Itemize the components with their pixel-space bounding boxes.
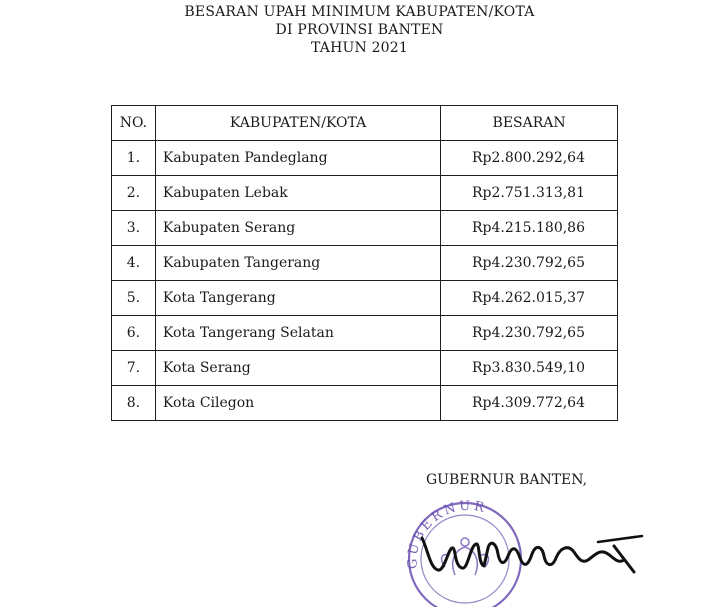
header-year: TAHUN 2021 — [310, 40, 409, 56]
row-number: 5. — [112, 281, 156, 316]
table-row — [112, 211, 618, 246]
column-header-no: NO. — [112, 106, 156, 141]
wage-amount: Rp4.230.792,65 — [441, 246, 618, 281]
region-name: Kabupaten Serang — [155, 211, 440, 246]
table-row — [112, 386, 618, 421]
table-row — [112, 281, 618, 316]
minimum-wage-table — [111, 105, 618, 421]
governor-title: GUBERNUR BANTEN, — [426, 472, 588, 488]
seal-text: GUBERNUR — [405, 498, 489, 570]
region-name: Kabupaten Lebak — [155, 176, 440, 211]
table-row — [112, 246, 618, 281]
wage-amount: Rp4.230.792,65 — [441, 316, 618, 351]
header-province: DI PROVINSI BANTEN — [275, 22, 444, 38]
wage-amount: Rp3.830.549,10 — [441, 351, 618, 386]
row-number: 3. — [112, 211, 156, 246]
table-row — [112, 316, 618, 351]
header-title: BESARAN UPAH MINIMUM KABUPATEN/KOTA — [184, 4, 535, 20]
region-name: Kota Serang — [155, 351, 440, 386]
column-header-region: KABUPATEN/KOTA — [155, 106, 440, 141]
region-name: Kota Tangerang Selatan — [155, 316, 440, 351]
wage-amount: Rp2.751.313,81 — [441, 176, 618, 211]
table-header-row — [112, 106, 618, 141]
governor-signature — [418, 520, 648, 580]
region-name: Kabupaten Tangerang — [155, 246, 440, 281]
wage-amount: Rp4.262.015,37 — [441, 281, 618, 316]
row-number: 4. — [112, 246, 156, 281]
table-row — [112, 176, 618, 211]
document-header — [0, 3, 719, 57]
row-number: 7. — [112, 351, 156, 386]
wage-amount: Rp4.215.180,86 — [441, 211, 618, 246]
region-name: Kota Tangerang — [155, 281, 440, 316]
table-row — [112, 351, 618, 386]
row-number: 8. — [112, 386, 156, 421]
region-name: Kabupaten Pandeglang — [155, 141, 440, 176]
region-name: Kota Cilegon — [155, 386, 440, 421]
column-header-amount: BESARAN — [441, 106, 618, 141]
table-row — [112, 141, 618, 176]
row-number: 2. — [112, 176, 156, 211]
wage-amount: Rp2.800.292,64 — [441, 141, 618, 176]
row-number: 1. — [112, 141, 156, 176]
wage-amount: Rp4.309.772,64 — [441, 386, 618, 421]
row-number: 6. — [112, 316, 156, 351]
